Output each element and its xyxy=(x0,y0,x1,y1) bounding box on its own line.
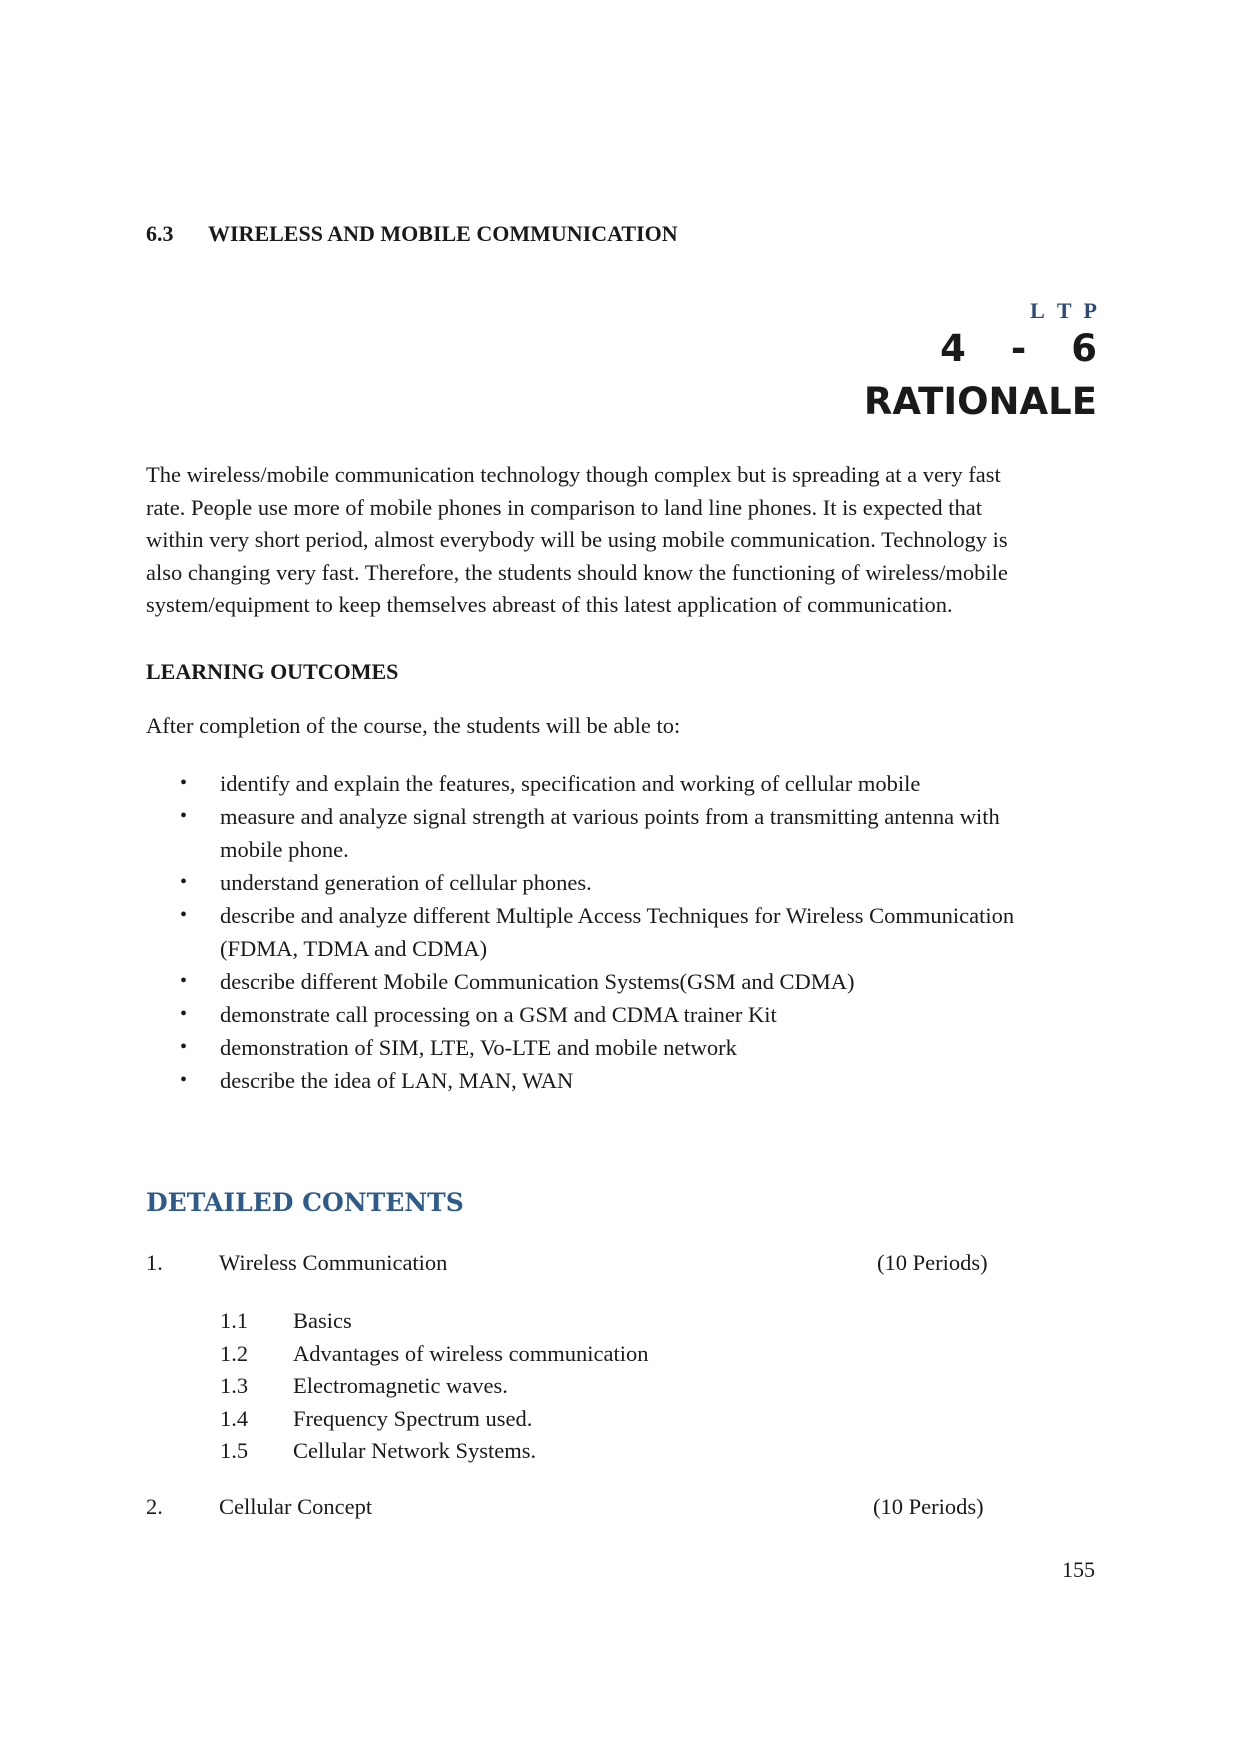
list-item xyxy=(180,800,1014,866)
bullet-icon: • xyxy=(180,871,188,893)
topic-row xyxy=(146,1250,1006,1280)
learning-outcomes-list xyxy=(180,767,1014,1097)
rationale-line: rate. People use more of mobile phones in comparison to land line phones. It is expected that xyxy=(146,494,983,520)
subtopic-number: 1.1 xyxy=(220,1308,249,1333)
learning-outcomes-heading: LEARNING OUTCOMES xyxy=(146,659,399,684)
list-item-text: (FDMA, TDMA and CDMA) xyxy=(220,936,488,961)
ltp-value-p: 6 xyxy=(1071,327,1097,370)
list-item xyxy=(180,1031,1014,1064)
topic-number: 1. xyxy=(146,1250,163,1275)
list-item-text: describe different Mobile Communication Systems(GSM and CDMA) xyxy=(220,969,855,994)
subtopic-number: 1.2 xyxy=(220,1340,249,1366)
ltp-values xyxy=(895,327,1097,370)
bullet-icon: • xyxy=(180,1003,188,1025)
ltp-labels xyxy=(1018,298,1097,324)
section-title xyxy=(146,221,678,247)
topic-periods: (10 Periods) xyxy=(873,1494,984,1519)
list-item-text: mobile phone. xyxy=(220,837,349,862)
ltp-label-p: P xyxy=(1083,298,1097,323)
list-item xyxy=(180,1064,1014,1097)
subtopic-number: 1.4 xyxy=(220,1405,249,1431)
topic-title: Wireless Communication xyxy=(219,1250,448,1275)
subtopic-row xyxy=(220,1370,820,1403)
list-item-text: demonstrate call processing on a GSM and CDMA trainer Kit xyxy=(220,1002,777,1027)
list-item-text: identify and explain the features, specification and working of cellular mobile xyxy=(220,771,921,796)
subtopic-number: 1.5 xyxy=(220,1438,249,1463)
list-item xyxy=(180,866,1014,899)
ltp-label-t: T xyxy=(1056,298,1072,323)
subtopic-row xyxy=(220,1305,820,1338)
subtopic-row xyxy=(220,1435,820,1468)
bullet-icon: • xyxy=(180,970,188,992)
topic-periods: (10 Periods) xyxy=(877,1250,988,1275)
rationale-line: system/equipment to keep themselves abreast of this latest application of communication. xyxy=(146,592,953,617)
subtopic-list xyxy=(220,1305,820,1468)
subtopic-title: Cellular Network Systems. xyxy=(293,1438,537,1463)
list-item-text: understand generation of cellular phones. xyxy=(220,870,592,895)
bullet-icon: • xyxy=(180,805,188,827)
rationale-paragraph xyxy=(146,459,1097,622)
rationale-heading: RATIONALE xyxy=(863,380,1097,423)
rationale-line: The wireless/mobile communication technology though complex but is spreading at a very fast xyxy=(146,462,1001,487)
subtopic-title: Frequency Spectrum used. xyxy=(293,1405,533,1431)
bullet-icon: • xyxy=(180,1036,188,1058)
ltp-label-l: L xyxy=(1030,298,1045,323)
subtopic-row xyxy=(220,1338,820,1371)
ltp-value-t: - xyxy=(1010,327,1027,370)
topic-title: Cellular Concept xyxy=(219,1494,373,1519)
list-item-text: demonstration of SIM, LTE, Vo-LTE and mobile network xyxy=(220,1035,737,1060)
list-item xyxy=(180,767,1014,800)
list-item xyxy=(180,965,1014,998)
subtopic-number: 1.3 xyxy=(220,1373,249,1398)
section-number: 6.3 xyxy=(146,221,174,246)
list-item xyxy=(180,899,1014,965)
rationale-line: within very short period, almost everybody will be using mobile communication. Technology is xyxy=(146,527,1008,552)
subtopic-title: Electromagnetic waves. xyxy=(293,1373,508,1398)
page-number: 155 xyxy=(1062,1557,1095,1582)
bullet-icon: • xyxy=(180,904,188,926)
subtopic-title: Advantages of wireless communication xyxy=(293,1340,649,1366)
section-title-text: WIRELESS AND MOBILE COMMUNICATION xyxy=(208,221,678,246)
bullet-icon: • xyxy=(180,772,188,794)
bullet-icon: • xyxy=(180,1069,188,1091)
learning-outcomes-intro: After completion of the course, the students will be able to: xyxy=(146,713,681,738)
subtopic-title: Basics xyxy=(293,1308,352,1333)
detailed-contents-heading: DETAILED CONTENTS xyxy=(146,1188,464,1217)
rationale-line: also changing very fast. Therefore, the students should know the functioning of wireless/mobile xyxy=(146,559,1008,585)
ltp-value-l: 4 xyxy=(940,327,966,370)
list-item-text: describe and analyze different Multiple Access Techniques for Wireless Communication xyxy=(220,903,1015,928)
topic-number: 2. xyxy=(146,1494,163,1519)
list-item xyxy=(180,998,1014,1031)
list-item-text: measure and analyze signal strength at various points from a transmitting antenna with xyxy=(220,804,1000,829)
topic-row xyxy=(146,1494,1006,1524)
list-item-text: describe the idea of LAN, MAN, WAN xyxy=(220,1068,574,1093)
subtopic-row xyxy=(220,1403,820,1436)
